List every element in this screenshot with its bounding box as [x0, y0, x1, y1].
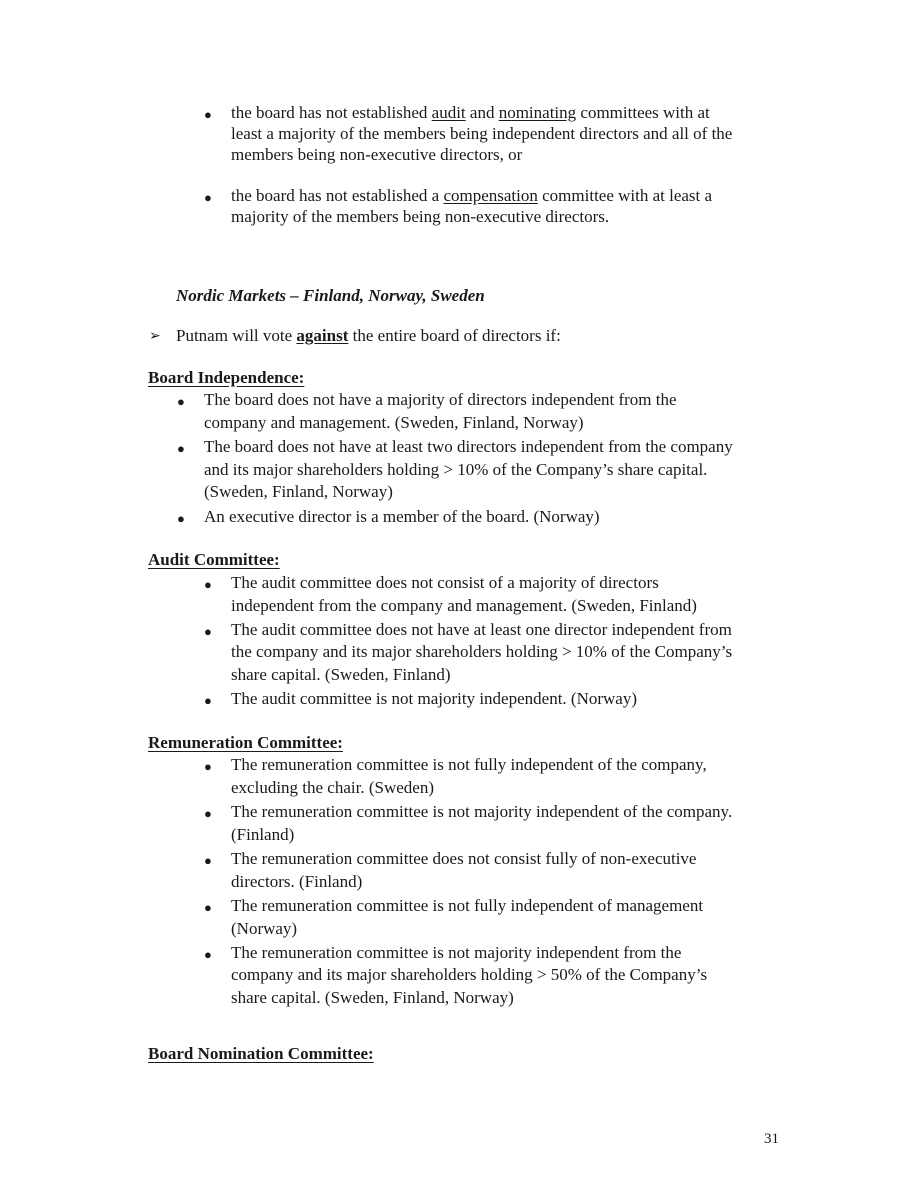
- page-number: 31: [764, 1131, 779, 1147]
- text-segment: committees with at: [576, 103, 710, 122]
- underlined-term-compensation: compensation: [443, 186, 538, 205]
- bullet-dot: ●: [177, 511, 185, 526]
- text-segment: Putnam will vote: [176, 326, 297, 345]
- list-item-line: share capital. (Sweden, Finland, Norway): [231, 988, 514, 1007]
- intro-bullet-1-line-1: [231, 102, 710, 124]
- underlined-term-audit: audit: [431, 103, 466, 122]
- list-item-line: The audit committee does not consist of a majority of directors: [231, 573, 659, 592]
- list-item-line: and its major shareholders holding > 10% of the Company’s share capital.: [204, 460, 708, 479]
- audit-committee-heading: Audit Committee:: [148, 550, 280, 569]
- text-segment: the board has not established a: [231, 186, 444, 205]
- intro-bullet-2-line-1: [231, 185, 712, 207]
- list-item-line: The board does not have a majority of directors independent from the: [204, 390, 677, 409]
- bullet-dot: ●: [204, 900, 212, 915]
- list-item-line: The audit committee is not majority independent. (Norway): [231, 689, 637, 708]
- vote-statement: [176, 325, 561, 347]
- list-item-line: company and its major shareholders holding > 50% of the Company’s: [231, 965, 708, 984]
- text-segment: the board has not established: [231, 103, 432, 122]
- bullet-dot: ●: [204, 693, 212, 708]
- list-item-line: The board does not have at least two directors independent from the company: [204, 437, 733, 456]
- bullet-dot: ●: [204, 853, 212, 868]
- bullet-dot: ●: [204, 947, 212, 962]
- intro-bullet-1-line-2: least a majority of the members being independent directors and all of the: [231, 124, 733, 143]
- bullet-dot: ●: [177, 394, 185, 409]
- bullet-dot: ●: [204, 107, 212, 122]
- list-item-line: The remuneration committee does not consist fully of non-executive: [231, 849, 697, 868]
- list-item-line: The remuneration committee is not majority independent from the: [231, 943, 682, 962]
- list-item-line: An executive director is a member of the board. (Norway): [204, 507, 600, 526]
- list-item-line: the company and its major shareholders holding > 10% of the Company’s: [231, 642, 733, 661]
- list-item-line: (Finland): [231, 825, 295, 844]
- list-item-line: The remuneration committee is not fully independent of management: [231, 896, 704, 915]
- list-item-line: independent from the company and management. (Sweden, Finland): [231, 596, 697, 615]
- nordic-markets-title: Nordic Markets – Finland, Norway, Sweden: [176, 286, 485, 305]
- list-item-line: (Norway): [231, 919, 298, 938]
- list-item-line: The audit committee does not have at least one director independent from: [231, 620, 732, 639]
- arrow-bullet-icon: ➢: [149, 329, 161, 344]
- bullet-dot: ●: [204, 759, 212, 774]
- board-independence-heading: Board Independence:: [148, 368, 305, 387]
- list-item-line: The remuneration committee is not majority independent of the company.: [231, 802, 733, 821]
- intro-bullet-1-line-3: members being non-executive directors, or: [231, 145, 523, 164]
- emphasis-against: against: [296, 326, 349, 345]
- intro-bullet-2-line-2: majority of the members being non-executive directors.: [231, 207, 610, 226]
- list-item-line: directors. (Finland): [231, 872, 363, 891]
- underlined-term-nominating: nominating: [498, 103, 577, 122]
- text-segment: and: [465, 103, 499, 122]
- bullet-dot: ●: [204, 190, 212, 205]
- bullet-dot: ●: [204, 806, 212, 821]
- list-item-line: company and management. (Sweden, Finland, Norway): [204, 413, 584, 432]
- bullet-dot: ●: [204, 624, 212, 639]
- list-item-line: (Sweden, Finland, Norway): [204, 482, 393, 501]
- text-segment: the entire board of directors if:: [348, 326, 561, 345]
- list-item-line: excluding the chair. (Sweden): [231, 778, 434, 797]
- bullet-dot: ●: [204, 577, 212, 592]
- board-nomination-committee-heading: Board Nomination Committee:: [148, 1044, 374, 1063]
- bullet-dot: ●: [177, 441, 185, 456]
- remuneration-committee-heading: Remuneration Committee:: [148, 733, 343, 752]
- text-segment: committee with at least a: [537, 186, 713, 205]
- list-item-line: share capital. (Sweden, Finland): [231, 665, 451, 684]
- list-item-line: The remuneration committee is not fully independent of the company,: [231, 755, 707, 774]
